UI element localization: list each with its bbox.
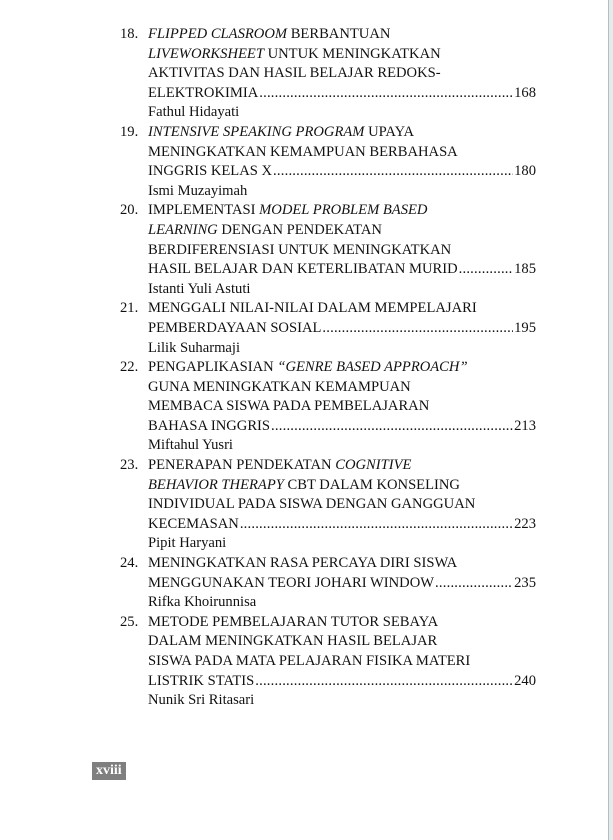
- title-segment: PEMBERDAYAAN SOSIAL: [148, 319, 322, 336]
- toc-entry[interactable]: [120, 299, 536, 358]
- title-segment: AKTIVITAS DAN HASIL BELAJAR REDOKS-: [148, 65, 441, 82]
- title-italic-segment: INTENSIVE SPEAKING PROGRAM: [148, 123, 365, 140]
- entry-author: Istanti Yuli Astuti: [148, 280, 251, 297]
- title-last-line: [148, 260, 536, 280]
- title-segment: HASIL BELAJAR DAN KETERLIBATAN MURID: [148, 261, 458, 278]
- title-segment: KECEMASAN: [148, 515, 239, 532]
- title-last-line: [148, 417, 536, 437]
- page-number-badge: xviii: [92, 762, 126, 780]
- title-italic-segment: “GENRE BASED APPROACH”: [277, 359, 468, 376]
- title-segment: BERDIFERENSIASI UNTUK MENINGKATKAN: [148, 241, 452, 258]
- title-segment: DALAM MENINGKATKAN HASIL BELAJAR: [148, 633, 438, 650]
- viewer-background: [609, 0, 613, 840]
- title-line: [148, 456, 536, 476]
- title-line: [148, 554, 536, 574]
- title-line: [148, 143, 536, 163]
- title-line: [148, 476, 536, 496]
- dot-leader: [459, 260, 513, 280]
- title-line: [148, 221, 536, 241]
- entry-number: 18.: [120, 26, 139, 42]
- toc-entry[interactable]: [120, 25, 536, 123]
- title-segment: GUNA MENINGKATKAN KEMAMPUAN: [148, 378, 411, 395]
- title-line: [148, 299, 536, 319]
- toc-entry[interactable]: [120, 554, 536, 613]
- title-segment: UNTUK MENINGKATKAN: [263, 45, 441, 62]
- entry-number: 24.: [120, 555, 139, 572]
- dot-leader: [273, 162, 513, 182]
- title-italic-segment: MODEL PROBLEM BASED: [259, 202, 428, 219]
- toc-entry[interactable]: [120, 123, 536, 201]
- title-line: [148, 45, 536, 65]
- title-segment: MEMBACA SISWA PADA PEMBELAJARAN: [148, 398, 430, 415]
- title-line: [148, 358, 536, 378]
- entry-author: Miftahul Yusri: [148, 437, 233, 454]
- title-line: [148, 652, 536, 672]
- title-segment: MENGGUNAKAN TEORI JOHARI WINDOW: [148, 574, 435, 591]
- title-segment: IMPLEMENTASI: [148, 202, 260, 219]
- title-segment: PENGAPLIKASIAN: [148, 359, 278, 376]
- entry-author: Lilik Suharmaji: [148, 339, 241, 356]
- dot-leader: [271, 417, 513, 437]
- title-line: [148, 397, 536, 417]
- title-line: [148, 201, 536, 221]
- title-segment: INGGRIS KELAS X: [148, 163, 273, 180]
- page-number-link[interactable]: 213: [514, 417, 536, 434]
- entry-number: 22.: [120, 359, 139, 376]
- entry-number: 25.: [120, 613, 139, 630]
- dot-leader: [435, 574, 513, 594]
- title-italic-segment: LEARNING: [148, 221, 218, 238]
- dot-leader: [240, 515, 513, 535]
- title-line: [148, 241, 536, 261]
- title-line: [148, 378, 536, 398]
- page-number-link[interactable]: 185: [514, 261, 536, 278]
- toc-entry[interactable]: [120, 358, 536, 456]
- title-segment: LISTRIK STATIS: [148, 672, 255, 689]
- title-italic-segment: COGNITIVE: [335, 457, 412, 474]
- entry-author: Ismi Muzayimah: [148, 182, 248, 199]
- title-segment: BERBANTUAN: [287, 26, 391, 42]
- title-segment: ELEKTROKIMIA: [148, 84, 259, 101]
- toc-entry[interactable]: [120, 201, 536, 299]
- title-line: [148, 25, 536, 45]
- entry-number: 20.: [120, 202, 139, 219]
- table-of-contents: [120, 25, 536, 711]
- entry-number: 19.: [120, 123, 139, 140]
- entry-number: 21.: [120, 300, 139, 317]
- title-italic-segment: LIVEWORKSHEET: [148, 45, 264, 62]
- page-number-link[interactable]: 195: [514, 319, 536, 336]
- title-italic-segment: FLIPPED CLASROOM: [148, 26, 288, 42]
- title-last-line: [148, 672, 536, 692]
- dot-leader: [322, 319, 513, 339]
- page-number-link[interactable]: 168: [514, 84, 536, 101]
- title-segment: SISWA PADA MATA PELAJARAN FISIKA MATERI: [148, 653, 471, 669]
- title-line: [148, 123, 536, 143]
- entry-number: 23.: [120, 457, 139, 474]
- entry-author: Pipit Haryani: [148, 535, 227, 552]
- title-line: [148, 495, 536, 515]
- title-segment: UPAYA: [364, 123, 415, 140]
- page-number-link[interactable]: 235: [514, 574, 536, 591]
- title-segment: INDIVIDUAL PADA SISWA DENGAN GANGGUAN: [148, 496, 476, 513]
- title-line: [148, 613, 536, 633]
- title-last-line: [148, 515, 536, 535]
- page-number-link[interactable]: 240: [514, 672, 536, 689]
- title-segment: MENGGALI NILAI-NILAI DALAM MEMPELAJARI: [148, 300, 477, 317]
- title-segment: MENINGKATKAN KEMAMPUAN BERBAHASA: [148, 143, 458, 160]
- title-line: [148, 64, 536, 84]
- title-last-line: [148, 319, 536, 339]
- toc-entry[interactable]: [120, 613, 536, 711]
- dot-leader: [259, 84, 513, 104]
- title-segment: CBT DALAM KONSELING: [283, 476, 460, 493]
- title-last-line: [148, 162, 536, 182]
- page-number-link[interactable]: 223: [514, 515, 536, 532]
- title-italic-segment: BEHAVIOR THERAPY: [148, 476, 284, 493]
- entry-author: Nunik Sri Ritasari: [148, 692, 255, 709]
- title-last-line: [148, 574, 536, 594]
- title-segment: METODE PEMBELAJARAN TUTOR SEBAYA: [148, 613, 439, 630]
- title-line: [148, 632, 536, 652]
- entry-author: Rifka Khoirunnisa: [148, 594, 257, 611]
- page-number-link[interactable]: 180: [514, 163, 536, 180]
- title-last-line: [148, 84, 536, 104]
- dot-leader: [255, 672, 513, 692]
- toc-entry[interactable]: [120, 456, 536, 554]
- title-segment: DENGAN PENDEKATAN: [217, 221, 382, 238]
- entry-author: Fathul Hidayati: [148, 104, 240, 121]
- title-segment: MENINGKATKAN RASA PERCAYA DIRI SISWA: [148, 555, 458, 572]
- title-segment: BAHASA INGGRIS: [148, 417, 271, 434]
- title-segment: PENERAPAN PENDEKATAN: [148, 457, 336, 474]
